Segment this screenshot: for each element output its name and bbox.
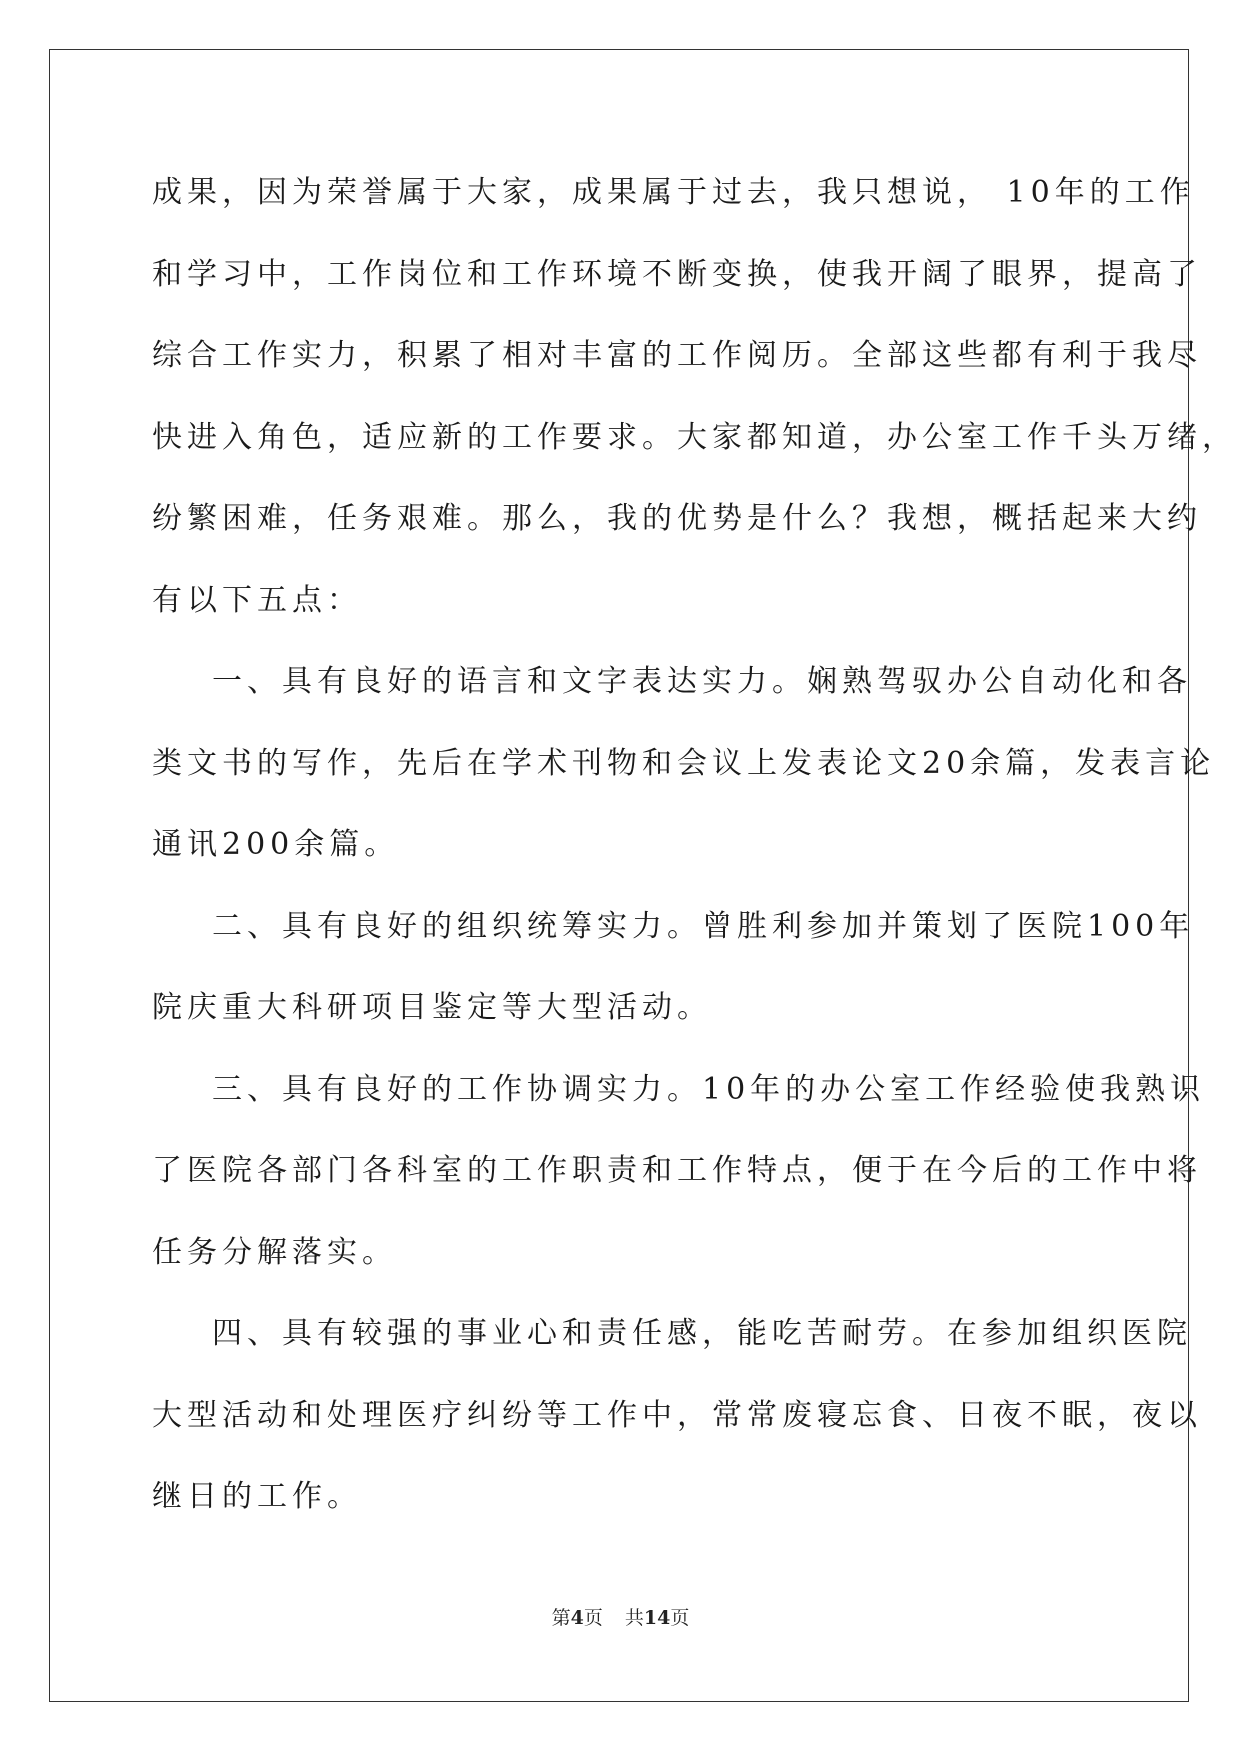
text-line: 四、具有较强的事业心和责任感，能吃苦耐劳。在参加组织医院 [212,1316,1192,1351]
text-line: 类文书的写作，先后在学术刊物和会议上发表论文20余篇，发表言论 [152,745,1216,781]
page-footer [0,1603,1241,1630]
total-pages: 14 [643,1607,671,1629]
text-line: 一、具有良好的语言和文字表达实力。娴熟驾驭办公自动化和各 [212,664,1192,699]
text-line: 大型活动和处理医疗纠纷等工作中，常常废寝忘食、日夜不眠，夜以 [152,1397,1202,1433]
page-prefix: 第 [551,1607,571,1629]
document-body [152,152,1237,1538]
text-line: 了医院各部门各科室的工作职责和工作特点，便于在今后的工作中将 [152,1153,1202,1188]
page-suffix: 页 [583,1607,603,1629]
text-line: 综合工作实力，积累了相对丰富的工作阅历。全部这些都有利于我尽 [152,338,1202,373]
text-line: 任务分解落实。 [152,1234,397,1270]
text-line: 继日的工作。 [152,1479,362,1514]
text-line: 快进入角色，适应新的工作要求。大家都知道，办公室工作千头万绪， [152,419,1237,455]
page-number: 4 [570,1607,584,1629]
text-line: 有以下五点： [152,582,362,618]
text-line: 通讯200余篇。 [152,827,400,862]
text-line: 和学习中，工作岗位和工作环境不断变换，使我开阔了眼界，提高了 [152,256,1202,292]
text-line: 二、具有良好的组织统筹实力。曾胜利参加并策划了医院100年 [212,908,1195,944]
text-line: 院庆重大科研项目鉴定等大型活动。 [152,990,712,1025]
text-line: 成果，因为荣誉属于大家，成果属于过去，我只想说， 10年的工作 [152,175,1195,210]
total-prefix: 共 [624,1607,644,1629]
text-line: 纷繁困难，任务艰难。那么，我的优势是什么？我想，概括起来大约 [152,501,1202,536]
text-line: 三、具有良好的工作协调实力。10年的办公室工作经验使我熟识 [212,1071,1206,1107]
total-suffix: 页 [670,1607,690,1629]
